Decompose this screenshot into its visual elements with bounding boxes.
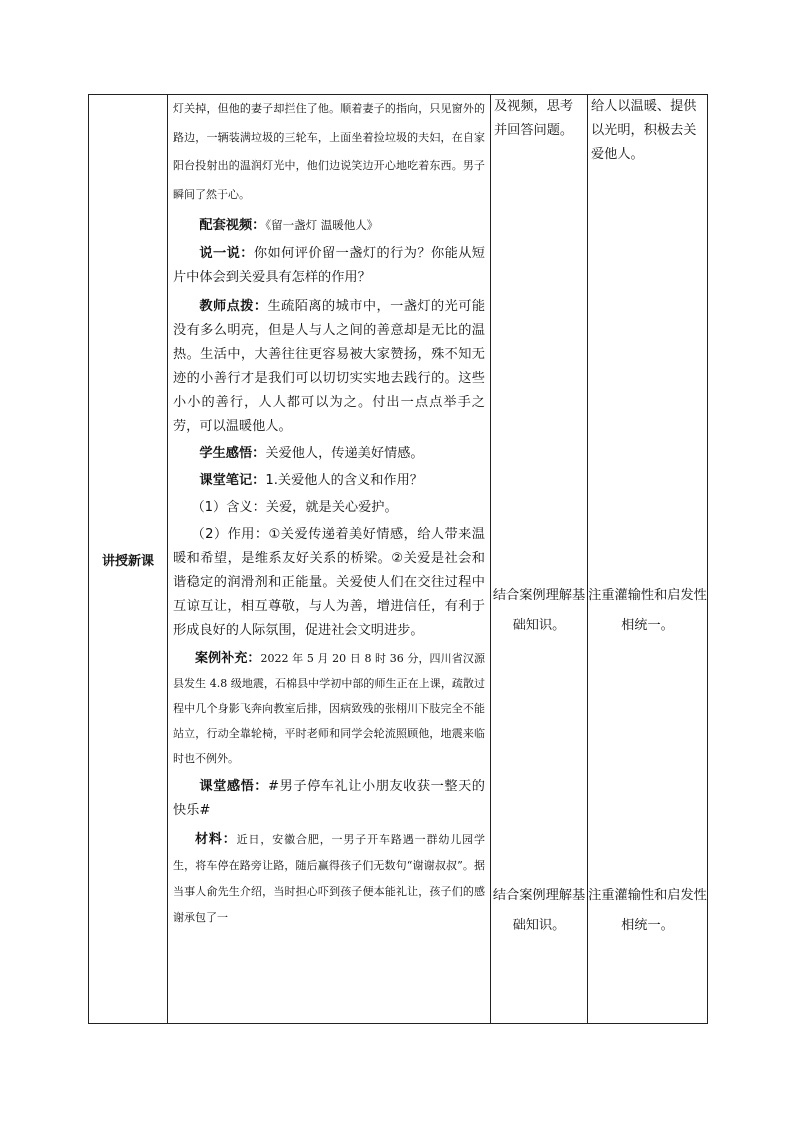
- notes-label: 课堂笔记：: [199, 473, 266, 488]
- teacher-paragraph: [173, 295, 485, 439]
- student-activity-mid: 结合案例理解基础知识。: [492, 588, 586, 633]
- design-intent-cell: [588, 95, 708, 1024]
- student-activity-top: 及视频，思考并回答问题。: [494, 99, 574, 138]
- case-text: 2022 年 5 月 20 日 8 时 36 分，四川省汉源县发生 4.8 级地震，石棉县中学初中部的师生正在上课，疏散过程中几个身影飞奔向教室后排，因病致残的张栩川下肢完全不能站立，行动全靠轮椅，平时老师和同学会轮流照顾他，地震来临时也不例外。: [173, 652, 485, 765]
- student-text: 关爱他人，传递美好情感。: [265, 446, 424, 461]
- material-paragraph: [173, 827, 485, 931]
- video-title: 《留一盏灯 温暖他人》: [265, 218, 379, 232]
- feel-paragraph: [173, 775, 485, 823]
- say-text: 你如何评价留一盏灯的行为？你能从短片中体会到关爱具有怎样的作用？: [173, 246, 485, 285]
- teacher-label: 教师点拨：: [199, 299, 268, 314]
- student-activity-cell: [491, 95, 588, 1024]
- case-paragraph: [173, 646, 485, 771]
- video-label: 配套视频：: [199, 218, 266, 233]
- meaning-line: （1）含义：关爱，就是关心爱护。: [191, 500, 398, 515]
- notes-line: [173, 469, 485, 493]
- material-label: 材料：: [195, 832, 237, 847]
- student-insight: [173, 442, 485, 466]
- design-intent-top: 给人以温暖、提供以光明，积极去关爱他人。: [591, 99, 697, 162]
- story-paragraph: 灯关掉，但他的妻子却拦住了他。顺着妻子的指向，只见窗外的路边，一辆装满垃圾的三轮车，上面坐着捡垃圾的夫妇，在自家阳台投射出的温润灯光中，他们边说笑边开心地吃着东西。男子瞬间了然于心。: [173, 102, 485, 201]
- student-label: 学生感悟：: [199, 446, 266, 461]
- table-row: [89, 95, 708, 1024]
- lesson-plan-table: [88, 94, 708, 1024]
- feel-label: 课堂感悟：: [199, 779, 269, 794]
- design-intent-bottom: 注重灌输性和启发性相统一。: [588, 888, 707, 933]
- content-cell: [168, 95, 491, 1024]
- design-intent-mid: 注重灌输性和启发性相统一。: [588, 588, 707, 633]
- effect-paragraph: （2）作用：①关爱传递着美好情感，给人带来温暖和希望，是维系友好关系的桥梁。②关爱是社会和谐稳定的润滑剂和正能量。关爱使人们在交往过程中互谅互让，相互尊敬，与人为善，增进信任，有利于形成良好的人际氛围，促进社会文明进步。: [173, 527, 485, 638]
- say-paragraph: [173, 242, 485, 290]
- student-activity-bottom: 结合案例理解基础知识。: [492, 888, 586, 933]
- material-text: 近日，安徽合肥，一男子开车路遇一群幼儿园学生，将车停在路旁让路，随后赢得孩子们无数句“谢谢叔叔”。据当事人俞先生介绍，当时担心吓到孩子便本能礼让，孩子们的感谢承包了一: [173, 833, 485, 924]
- say-label: 说一说：: [199, 246, 254, 261]
- notes-text: 1.关爱他人的含义和作用？: [265, 473, 423, 488]
- section-label: 讲授新课: [89, 95, 168, 1024]
- teacher-text: 生疏陌离的城市中，一盏灯的光可能没有多么明亮，但是人与人之间的善意却是无比的温热。生活中，大善往往更容易被大家赞扬，殊不知无迹的小善行才是我们可以切切实实地去践行的。这些小小的善行，人人都可以为之。付出一点点举手之劳，可以温暖他人。: [173, 299, 486, 434]
- feel-text: #男子停车礼让小朋友收获一整天的快乐#: [173, 779, 485, 818]
- case-label: 案例补充：: [195, 651, 261, 666]
- video-line: [173, 209, 485, 242]
